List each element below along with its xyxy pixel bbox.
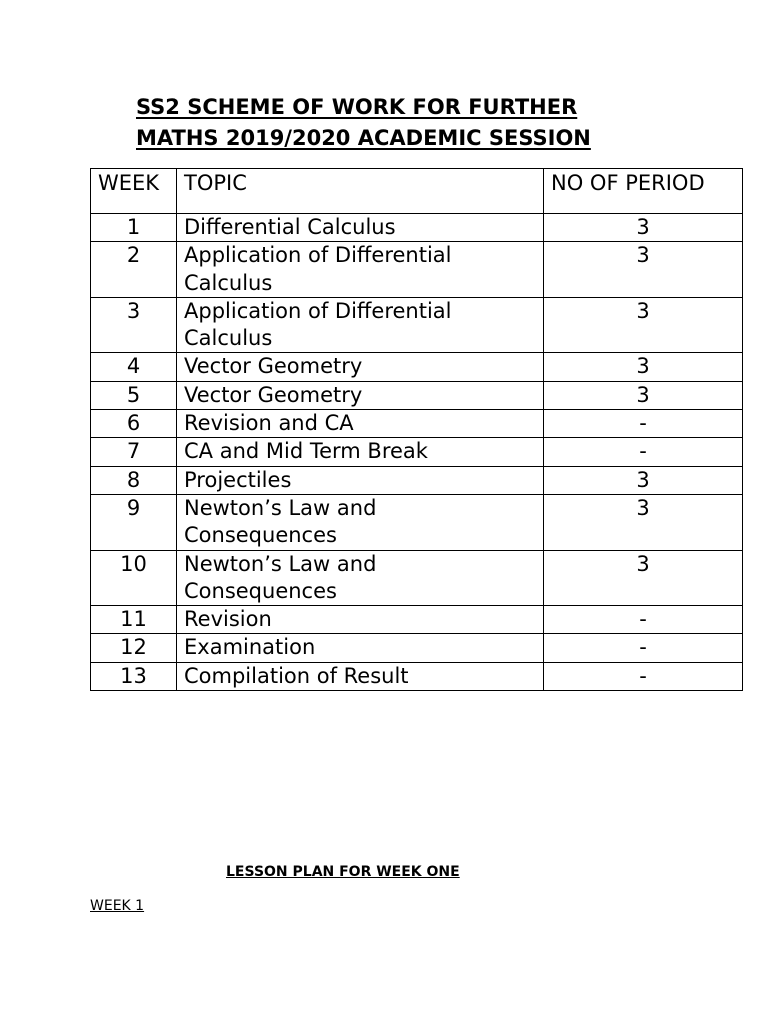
- week-cell: 7: [91, 438, 177, 466]
- topic-cell: Revision and CA: [177, 410, 544, 438]
- week-cell: 4: [91, 353, 177, 381]
- topic-cell: Application of Differential Calculus: [177, 242, 544, 298]
- periods-cell: -: [544, 438, 743, 466]
- table-row: [91, 494, 743, 550]
- table-row: [91, 297, 743, 353]
- week-label: WEEK 1: [90, 898, 145, 914]
- header-week: WEEK: [91, 169, 177, 214]
- week-cell: 2: [91, 242, 177, 298]
- periods-cell: 3: [544, 242, 743, 298]
- periods-cell: -: [544, 410, 743, 438]
- table-row: [91, 550, 743, 606]
- week-cell: 13: [91, 662, 177, 690]
- table-row: [91, 381, 743, 409]
- week-cell: 8: [91, 466, 177, 494]
- table-row: [91, 214, 743, 242]
- week-cell: 11: [91, 606, 177, 634]
- table-row: [91, 353, 743, 381]
- header-periods: NO OF PERIOD: [544, 169, 743, 214]
- table-row: [91, 242, 743, 298]
- topic-cell: Newton’s Law and Consequences: [177, 550, 544, 606]
- periods-cell: 3: [544, 550, 743, 606]
- topic-cell: Vector Geometry: [177, 381, 544, 409]
- topic-cell: Differential Calculus: [177, 214, 544, 242]
- week-cell: 1: [91, 214, 177, 242]
- week-cell: 9: [91, 494, 177, 550]
- table-header-row: [91, 169, 743, 214]
- periods-cell: 3: [544, 381, 743, 409]
- periods-cell: 3: [544, 297, 743, 353]
- title-line-2: MATHS 2019/2020 ACADEMIC SESSION: [136, 126, 591, 150]
- periods-cell: 3: [544, 494, 743, 550]
- topic-cell: Compilation of Result: [177, 662, 544, 690]
- periods-cell: 3: [544, 214, 743, 242]
- header-topic: TOPIC: [177, 169, 544, 214]
- table-row: [91, 662, 743, 690]
- week-cell: 5: [91, 381, 177, 409]
- periods-cell: 3: [544, 353, 743, 381]
- week-cell: 12: [91, 634, 177, 662]
- week-cell: 3: [91, 297, 177, 353]
- periods-cell: -: [544, 634, 743, 662]
- topic-cell: Newton’s Law and Consequences: [177, 494, 544, 550]
- periods-cell: -: [544, 662, 743, 690]
- topic-cell: CA and Mid Term Break: [177, 438, 544, 466]
- scheme-table: [90, 168, 743, 691]
- topic-cell: Application of Differential Calculus: [177, 297, 544, 353]
- document-title: [136, 92, 591, 154]
- topic-cell: Vector Geometry: [177, 353, 544, 381]
- table-row: [91, 606, 743, 634]
- table-row: [91, 466, 743, 494]
- topic-cell: Examination: [177, 634, 544, 662]
- periods-cell: -: [544, 606, 743, 634]
- periods-cell: 3: [544, 466, 743, 494]
- title-line-1: SS2 SCHEME OF WORK FOR FURTHER: [136, 95, 578, 119]
- week-cell: 10: [91, 550, 177, 606]
- topic-cell: Projectiles: [177, 466, 544, 494]
- topic-cell: Revision: [177, 606, 544, 634]
- table-row: [91, 634, 743, 662]
- lesson-plan-heading: LESSON PLAN FOR WEEK ONE: [226, 864, 460, 880]
- table-row: [91, 438, 743, 466]
- week-cell: 6: [91, 410, 177, 438]
- table-row: [91, 410, 743, 438]
